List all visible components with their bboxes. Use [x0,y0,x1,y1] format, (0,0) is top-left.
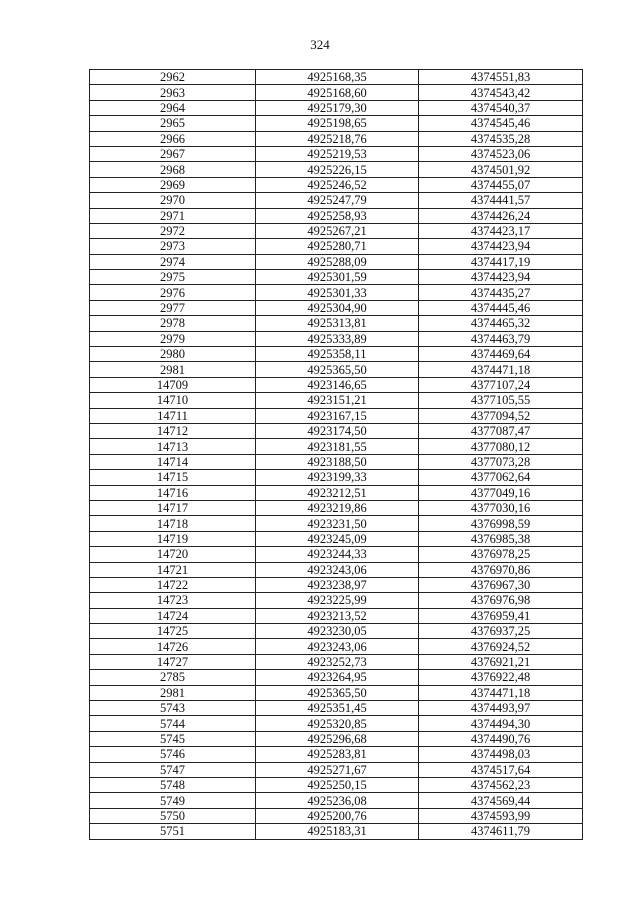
table-row [90,162,583,177]
point-number-cell: 2968 [90,162,256,177]
x-coordinate-cell: 4925179,30 [256,100,419,115]
y-coordinate-cell: 4377107,24 [419,377,583,392]
y-coordinate-cell: 4377094,52 [419,408,583,423]
x-coordinate-cell: 4923167,15 [256,408,419,423]
x-coordinate-cell: 4923188,50 [256,454,419,469]
y-coordinate-cell: 4374540,37 [419,100,583,115]
x-coordinate-cell: 4925219,53 [256,146,419,161]
x-coordinate-cell: 4925250,15 [256,777,419,792]
y-coordinate-cell: 4374490,76 [419,731,583,746]
y-coordinate-cell: 4374551,83 [419,70,583,85]
x-coordinate-cell: 4923151,21 [256,393,419,408]
x-coordinate-cell: 4925288,09 [256,254,419,269]
point-number-cell: 14719 [90,531,256,546]
y-coordinate-cell: 4374501,92 [419,162,583,177]
table-row [90,500,583,515]
point-number-cell: 2971 [90,208,256,223]
table-row [90,70,583,85]
point-number-cell: 2962 [90,70,256,85]
y-coordinate-cell: 4374426,24 [419,208,583,223]
x-coordinate-cell: 4925320,85 [256,716,419,731]
table-row [90,177,583,192]
table-row [90,808,583,823]
point-number-cell: 14724 [90,608,256,623]
x-coordinate-cell: 4925365,50 [256,685,419,700]
y-coordinate-cell: 4374569,44 [419,793,583,808]
x-coordinate-cell: 4923174,50 [256,423,419,438]
table-row [90,131,583,146]
point-number-cell: 2972 [90,223,256,238]
x-coordinate-cell: 4923243,06 [256,639,419,654]
point-number-cell: 14714 [90,454,256,469]
table-row [90,485,583,500]
point-number-cell: 14711 [90,408,256,423]
table-row [90,670,583,685]
y-coordinate-cell: 4374545,46 [419,116,583,131]
x-coordinate-cell: 4923181,55 [256,439,419,454]
x-coordinate-cell: 4923146,65 [256,377,419,392]
table-row [90,701,583,716]
table-row [90,685,583,700]
point-number-cell: 5744 [90,716,256,731]
point-number-cell: 5750 [90,808,256,823]
x-coordinate-cell: 4923238,97 [256,577,419,592]
y-coordinate-cell: 4374517,64 [419,762,583,777]
y-coordinate-cell: 4374445,46 [419,300,583,315]
x-coordinate-cell: 4925301,33 [256,285,419,300]
point-number-cell: 14712 [90,423,256,438]
x-coordinate-cell: 4925358,11 [256,347,419,362]
point-number-cell: 14713 [90,439,256,454]
table-row [90,593,583,608]
x-coordinate-cell: 4925313,81 [256,316,419,331]
x-coordinate-cell: 4925246,52 [256,177,419,192]
table-row [90,223,583,238]
y-coordinate-cell: 4376937,25 [419,624,583,639]
table-row [90,347,583,362]
point-number-cell: 14722 [90,577,256,592]
point-number-cell: 5748 [90,777,256,792]
table-row [90,377,583,392]
x-coordinate-cell: 4923225,99 [256,593,419,608]
table-row [90,454,583,469]
table-row [90,731,583,746]
y-coordinate-cell: 4377073,28 [419,454,583,469]
y-coordinate-cell: 4376985,38 [419,531,583,546]
point-number-cell: 2980 [90,347,256,362]
x-coordinate-cell: 4925247,79 [256,193,419,208]
y-coordinate-cell: 4377062,64 [419,470,583,485]
x-coordinate-cell: 4925271,67 [256,762,419,777]
y-coordinate-cell: 4374455,07 [419,177,583,192]
table-row [90,516,583,531]
point-number-cell: 5745 [90,731,256,746]
table-row [90,654,583,669]
point-number-cell: 2979 [90,331,256,346]
coordinates-table-body [90,70,583,840]
y-coordinate-cell: 4374593,99 [419,808,583,823]
x-coordinate-cell: 4925280,71 [256,239,419,254]
x-coordinate-cell: 4923264,95 [256,670,419,685]
y-coordinate-cell: 4376998,59 [419,516,583,531]
y-coordinate-cell: 4374471,18 [419,362,583,377]
point-number-cell: 14717 [90,500,256,515]
x-coordinate-cell: 4925198,65 [256,116,419,131]
point-number-cell: 5746 [90,747,256,762]
point-number-cell: 2978 [90,316,256,331]
x-coordinate-cell: 4925301,59 [256,270,419,285]
point-number-cell: 14727 [90,654,256,669]
y-coordinate-cell: 4374493,97 [419,701,583,716]
table-row [90,624,583,639]
x-coordinate-cell: 4925168,60 [256,85,419,100]
x-coordinate-cell: 4923252,73 [256,654,419,669]
point-number-cell: 2964 [90,100,256,115]
point-number-cell: 14716 [90,485,256,500]
x-coordinate-cell: 4925365,50 [256,362,419,377]
table-row [90,716,583,731]
y-coordinate-cell: 4374523,06 [419,146,583,161]
table-row [90,824,583,839]
table-row [90,423,583,438]
y-coordinate-cell: 4374435,27 [419,285,583,300]
x-coordinate-cell: 4923244,33 [256,547,419,562]
x-coordinate-cell: 4923231,50 [256,516,419,531]
table-row [90,100,583,115]
table-row [90,577,583,592]
table-row [90,608,583,623]
page-number: 324 [310,37,330,52]
y-coordinate-cell: 4374498,03 [419,747,583,762]
table-row [90,85,583,100]
table-row [90,793,583,808]
table-row [90,762,583,777]
x-coordinate-cell: 4923212,51 [256,485,419,500]
point-number-cell: 14710 [90,393,256,408]
point-number-cell: 2970 [90,193,256,208]
y-coordinate-cell: 4376924,52 [419,639,583,654]
x-coordinate-cell: 4925226,15 [256,162,419,177]
point-number-cell: 2963 [90,85,256,100]
table-row [90,639,583,654]
point-number-cell: 2965 [90,116,256,131]
point-number-cell: 2973 [90,239,256,254]
y-coordinate-cell: 4374465,32 [419,316,583,331]
y-coordinate-cell: 4377105,55 [419,393,583,408]
x-coordinate-cell: 4923219,86 [256,500,419,515]
x-coordinate-cell: 4923213,52 [256,608,419,623]
y-coordinate-cell: 4374417,19 [419,254,583,269]
table-row [90,316,583,331]
point-number-cell: 2981 [90,685,256,700]
y-coordinate-cell: 4374469,64 [419,347,583,362]
x-coordinate-cell: 4925183,31 [256,824,419,839]
point-number-cell: 14723 [90,593,256,608]
x-coordinate-cell: 4925258,93 [256,208,419,223]
x-coordinate-cell: 4923245,09 [256,531,419,546]
x-coordinate-cell: 4923230,05 [256,624,419,639]
y-coordinate-cell: 4374562,23 [419,777,583,792]
point-number-cell: 14709 [90,377,256,392]
x-coordinate-cell: 4925351,45 [256,701,419,716]
table-row [90,393,583,408]
table-row [90,285,583,300]
y-coordinate-cell: 4376959,41 [419,608,583,623]
table-row [90,531,583,546]
y-coordinate-cell: 4376970,86 [419,562,583,577]
y-coordinate-cell: 4376967,30 [419,577,583,592]
y-coordinate-cell: 4374441,57 [419,193,583,208]
point-number-cell: 2976 [90,285,256,300]
point-number-cell: 2975 [90,270,256,285]
x-coordinate-cell: 4925304,90 [256,300,419,315]
x-coordinate-cell: 4925168,35 [256,70,419,85]
point-number-cell: 2981 [90,362,256,377]
x-coordinate-cell: 4925236,08 [256,793,419,808]
point-number-cell: 2967 [90,146,256,161]
coordinates-table [89,69,583,840]
table-row [90,439,583,454]
point-number-cell: 5743 [90,701,256,716]
table-row [90,254,583,269]
table-row [90,331,583,346]
table-row [90,270,583,285]
x-coordinate-cell: 4925296,68 [256,731,419,746]
table-row [90,362,583,377]
y-coordinate-cell: 4377049,16 [419,485,583,500]
point-number-cell: 5747 [90,762,256,777]
point-number-cell: 14718 [90,516,256,531]
x-coordinate-cell: 4925333,89 [256,331,419,346]
x-coordinate-cell: 4923199,33 [256,470,419,485]
y-coordinate-cell: 4377087,47 [419,423,583,438]
point-number-cell: 2785 [90,670,256,685]
table-row [90,547,583,562]
table-row [90,193,583,208]
table-row [90,146,583,161]
table-row [90,408,583,423]
point-number-cell: 5749 [90,793,256,808]
y-coordinate-cell: 4374423,17 [419,223,583,238]
y-coordinate-cell: 4376976,98 [419,593,583,608]
table-row [90,470,583,485]
table-row [90,116,583,131]
y-coordinate-cell: 4374494,30 [419,716,583,731]
point-number-cell: 14721 [90,562,256,577]
point-number-cell: 14720 [90,547,256,562]
y-coordinate-cell: 4374423,94 [419,270,583,285]
x-coordinate-cell: 4923243,06 [256,562,419,577]
point-number-cell: 2969 [90,177,256,192]
table-row [90,208,583,223]
point-number-cell: 2974 [90,254,256,269]
x-coordinate-cell: 4925283,81 [256,747,419,762]
point-number-cell: 14726 [90,639,256,654]
table-row [90,562,583,577]
y-coordinate-cell: 4374471,18 [419,685,583,700]
table-row [90,747,583,762]
y-coordinate-cell: 4374611,79 [419,824,583,839]
point-number-cell: 2977 [90,300,256,315]
y-coordinate-cell: 4376921,21 [419,654,583,669]
y-coordinate-cell: 4374423,94 [419,239,583,254]
point-number-cell: 14725 [90,624,256,639]
table-row [90,239,583,254]
x-coordinate-cell: 4925267,21 [256,223,419,238]
point-number-cell: 14715 [90,470,256,485]
x-coordinate-cell: 4925200,76 [256,808,419,823]
y-coordinate-cell: 4376922,48 [419,670,583,685]
y-coordinate-cell: 4374543,42 [419,85,583,100]
y-coordinate-cell: 4376978,25 [419,547,583,562]
table-row [90,777,583,792]
point-number-cell: 5751 [90,824,256,839]
x-coordinate-cell: 4925218,76 [256,131,419,146]
y-coordinate-cell: 4374535,28 [419,131,583,146]
point-number-cell: 2966 [90,131,256,146]
table-row [90,300,583,315]
y-coordinate-cell: 4377080,12 [419,439,583,454]
y-coordinate-cell: 4374463,79 [419,331,583,346]
y-coordinate-cell: 4377030,16 [419,500,583,515]
